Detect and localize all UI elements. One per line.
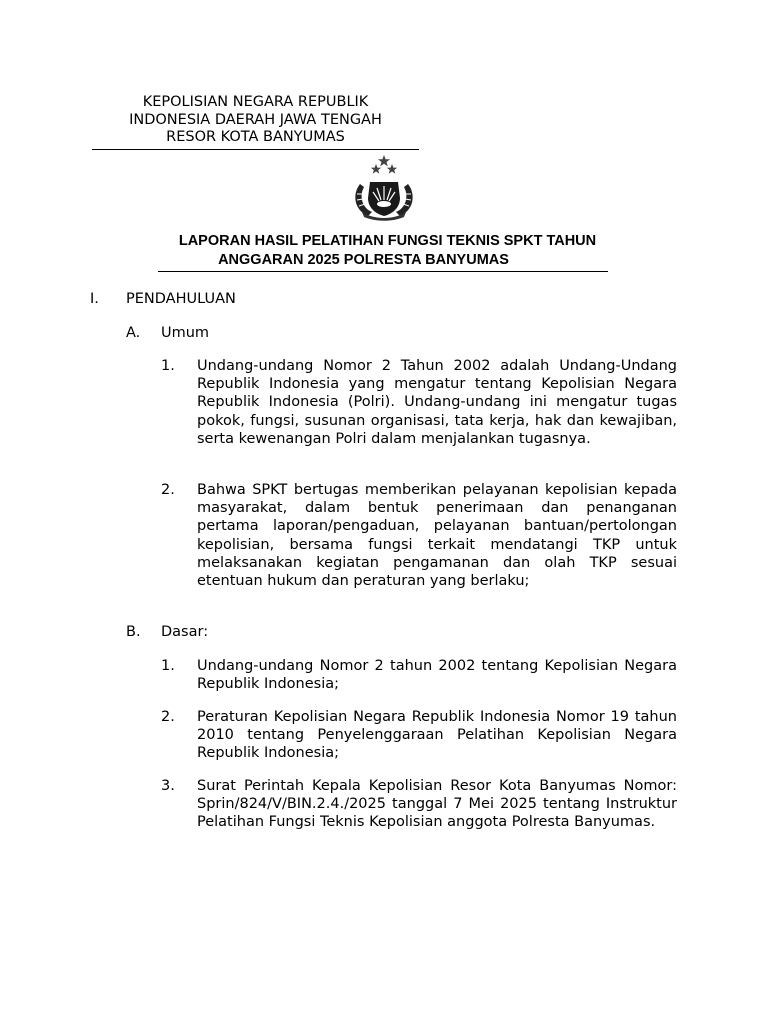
title-rule (158, 271, 608, 272)
list-item-number: 1. (161, 658, 175, 674)
subsection-a-letter: A. (126, 325, 141, 341)
report-title-line-2: ANGGARAN 2025 POLRESTA BANYUMAS (218, 252, 509, 268)
list-item-number: 2. (161, 709, 175, 725)
subsection-b-heading: Dasar: (161, 624, 209, 640)
report-title (100, 232, 675, 270)
list-item-number: 3. (161, 778, 175, 794)
list-item-text: Surat Perintah Kepala Kepolisian Resor Kota Banyumas Nomor: Sprin/824/V/BIN.2.4./2025 tanggal 7 Mei 2025 tentang Instruktur Pelatihan Fungsi Teknis Kepolisian anggota Polresta Banyumas. (197, 778, 677, 831)
section-heading: PENDAHULUAN (126, 291, 236, 307)
letterhead (92, 94, 419, 147)
letterhead-line-3: RESOR KOTA BANYUMAS (166, 129, 345, 145)
polri-emblem-icon (346, 154, 422, 222)
list-item-number: 1. (161, 358, 175, 374)
list-item-text: Peraturan Kepolisian Negara Republik Indonesia Nomor 19 tahun 2010 tentang Penyelenggaraan Pelatihan Kepolisian Negara Republik Indonesia; (197, 709, 677, 762)
section-number: I. (90, 291, 99, 307)
report-title-line-1: LAPORAN HASIL PELATIHAN FUNGSI TEKNIS SPKT TAHUN (178, 233, 597, 249)
subsection-b-letter: B. (126, 624, 141, 640)
list-item-text: Undang-undang Nomor 2 tahun 2002 tentang Kepolisian Negara Republik Indonesia; (197, 658, 677, 693)
list-item-text: Bahwa SPKT bertugas memberikan pelayanan kepolisian kepada masyarakat, dalam bentuk penerimaan dan penanganan pertama laporan/pengaduan, pelayanan bantuan/pertolongan kepolisian, bersama fungsi terkait mendatangi TKP untuk melaksanakan kegiatan pengamanan dan olah TKP sesuai etentuan hukum dan peraturan yang berlaku; (197, 482, 677, 590)
subsection-a-heading: Umum (161, 325, 210, 341)
letterhead-line-2: INDONESIA DAERAH JAWA TENGAH (129, 111, 382, 128)
letterhead-rule (92, 149, 419, 150)
list-item-number: 2. (161, 482, 175, 498)
letterhead-line-1: KEPOLISIAN NEGARA REPUBLIK (142, 94, 369, 110)
list-item-text: Undang-undang Nomor 2 Tahun 2002 adalah Undang-Undang Republik Indonesia yang mengatur tentang Kepolisian Negara Republik Indonesia (Polri). Undang-undang ini mengatur tugas pokok, fungsi, susunan organisasi, tata kerja, hak dan kewajiban, serta kewenangan Polri dalam menjalankan tugasnya. (197, 358, 677, 447)
